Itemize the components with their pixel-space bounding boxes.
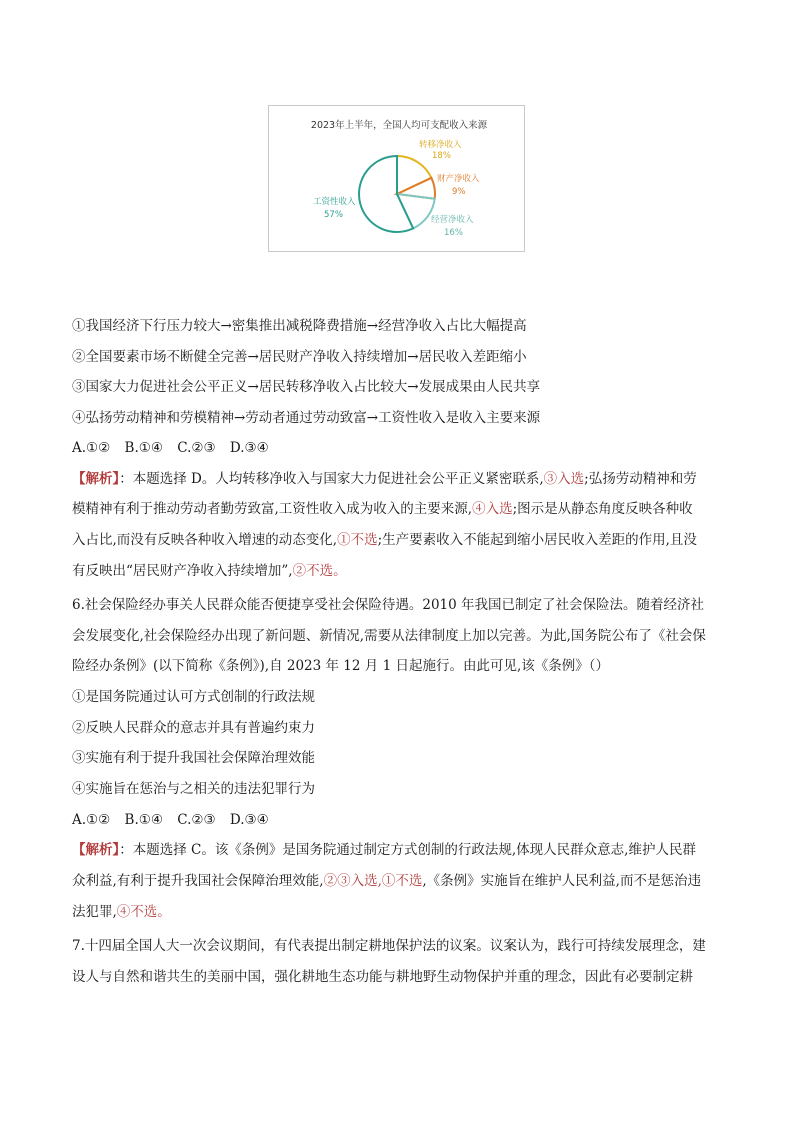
- q5-option-1: ①我国经济下行压力较大→密集推出减税降费措施→经营净收入占比大幅提高: [72, 317, 527, 334]
- q5-verdict-3: ③入选: [543, 470, 585, 487]
- q6-analysis-text: ,《条例》实施旨在维护人民利益,而不是惩治违: [422, 872, 701, 889]
- q5-analysis-text: 入占比,而没有反映各种收入增速的动态变化,: [72, 531, 338, 548]
- q5-analysis-text: 模精神有利于推动劳动者勤劳致富,工资性收入成为收入的主要来源,: [72, 500, 473, 517]
- q6-stem-line-3: 险经办条例》(以下简称《条例》),自 2023 年 12 月 1 日起施行。由此可见,该《条例》（）: [72, 657, 609, 674]
- label-property-value: 9%: [452, 187, 466, 197]
- q5-verdict-1: ①不选: [337, 531, 378, 548]
- q6-analysis-line-3: [72, 902, 171, 922]
- q6-choice-b: B.①④: [124, 811, 163, 828]
- pie-slice-0: [359, 156, 413, 232]
- q5-analysis-line-4: [72, 561, 347, 581]
- q5-option-2: ②全国要素市场不断健全完善→居民财产净收入持续增加→居民收入差距缩小: [72, 348, 527, 365]
- q5-choices: [72, 438, 279, 458]
- income-pie-chart: [268, 105, 525, 252]
- q5-choice-d: D.③④: [229, 439, 269, 456]
- q5-analysis-text: ;弘扬劳动精神和劳: [584, 470, 697, 487]
- q5-analysis-line-2: [72, 499, 693, 519]
- q6-option-3: ③实施有利于提升我国社会保障治理效能: [72, 749, 315, 766]
- q5-option-4: ④弘扬劳动精神和劳模精神→劳动者通过劳动致富→工资性收入是收入主要来源: [72, 409, 541, 426]
- q6-verdict-23: ②③入选: [323, 872, 378, 889]
- q5-analysis-label: 【解析】: [72, 470, 120, 487]
- q6-analysis-text: 众利益,有利于提升我国社会保障治理效能,: [72, 872, 324, 889]
- q6-analysis-text: 法犯罪,: [72, 903, 117, 920]
- q6-option-4: ④实施旨在惩治与之相关的违法犯罪行为: [72, 780, 315, 797]
- label-business-name: 经营净收入: [431, 215, 474, 225]
- pie-slice-1: [397, 194, 435, 228]
- q6-choice-d: D.③④: [229, 811, 269, 828]
- q6-option-2: ②反映人民群众的意志并具有普遍约束力: [72, 719, 315, 736]
- q6-verdict-sep: ,: [377, 872, 382, 889]
- label-transfer-name: 转移净收入: [419, 140, 462, 150]
- q5-analysis-text: ;图示是从静态角度反映各种收: [512, 500, 693, 517]
- q5-option-3: ③国家大力促进社会公平正义→居民转移净收入占比较大→发展成果由人民共享: [72, 378, 541, 395]
- q5-choice-b: B.①④: [124, 439, 163, 456]
- q6-analysis-line-1: [72, 840, 696, 860]
- pie-slice-3: [397, 156, 431, 194]
- q7-stem-line-1: 7.十四届全国人大一次会议期间，有代表提出制定耕地保护法的议案。议案认为，践行可持续发展理念，建: [72, 937, 706, 954]
- q5-analysis-text: 有反映出“居民财产净收入持续增加”,: [72, 562, 293, 579]
- q5-verdict-2: ②不选。: [292, 562, 347, 579]
- q6-choices: [72, 810, 279, 830]
- q6-stem-line-1: 6.社会保险经办事关人民群众能否便捷享受社会保险待遇。2010 年我国已制定了社会保险法。随着经济社: [72, 596, 705, 613]
- q5-analysis-text: ：本题选择 D。人均转移净收入与国家大力促进社会公平正义紧密联系,: [119, 470, 544, 487]
- q6-analysis-line-2: [72, 871, 701, 891]
- q5-choice-a: A.①②: [72, 439, 111, 456]
- label-transfer-value: 18%: [432, 151, 451, 161]
- label-wage-name: 工资性收入: [313, 197, 356, 207]
- chart-title: 2023年上半年，全国人均可支配收入来源: [310, 120, 488, 131]
- q6-option-1: ①是国务院通过认可方式创制的行政法规: [72, 688, 315, 705]
- q6-verdict-1: ①不选: [381, 872, 423, 889]
- q6-choice-a: A.①②: [72, 811, 111, 828]
- q6-stem-line-2: 会发展变化,社会保险经办出现了新问题、新情况,需要从法律制度上加以完善。为此,国务院公布了《社会保: [72, 627, 706, 644]
- label-business-value: 16%: [444, 228, 463, 238]
- q5-choice-c: C.②③: [177, 439, 216, 456]
- q5-analysis-line-3: [72, 530, 697, 550]
- q6-choice-c: C.②③: [177, 811, 216, 828]
- label-wage-value: 57%: [324, 210, 343, 220]
- q7-stem-line-2: 设人与自然和谐共生的美丽中国，强化耕地生态功能与耕地野生动物保护并重的理念，因此有必要制定耕: [72, 968, 693, 985]
- q6-verdict-4: ④不选。: [116, 903, 171, 920]
- q6-analysis-label: 【解析】: [72, 841, 120, 858]
- q5-analysis-line-1: [72, 469, 697, 489]
- q5-verdict-4: ④入选: [472, 500, 513, 517]
- label-property-name: 财产净收入: [437, 174, 480, 184]
- q6-analysis-text: ：本题选择 C。该《条例》是国务院通过制定方式创制的行政法规,体现人民群众意志,维护人民群: [119, 841, 696, 858]
- pie-chart-svg: [269, 106, 524, 251]
- q5-analysis-text: ;生产要素收入不能起到缩小居民收入差距的作用,且没: [377, 531, 697, 548]
